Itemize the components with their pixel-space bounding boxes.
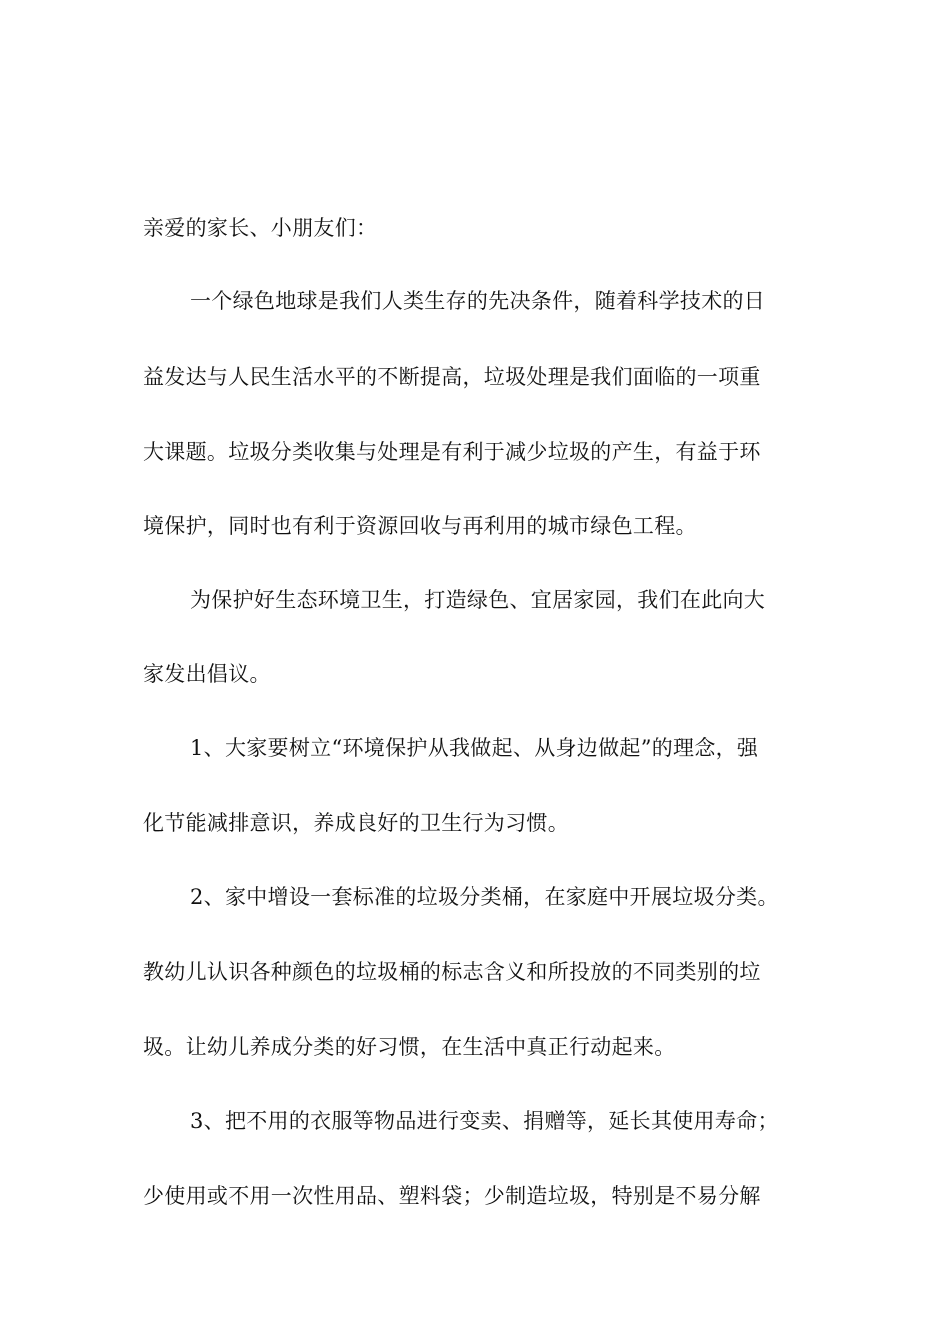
item-1-line-2: 化节能减排意识，养成良好的卫生行为习惯。 bbox=[143, 811, 569, 835]
item-3-line-1: 3、把不用的衣服等物品进行变卖、捐赠等，延长其使用寿命； bbox=[190, 1109, 779, 1133]
item-2-line-3: 圾。让幼儿养成分类的好习惯，在生活中真正行动起来。 bbox=[143, 1035, 676, 1059]
item-1-line-1: 1、大家要树立“环境保护从我做起、从身边做起”的理念，强 bbox=[190, 736, 759, 760]
salutation: 亲爱的家长、小朋友们： bbox=[143, 216, 378, 240]
paragraph-1-line-1: 一个绿色地球是我们人类生存的先决条件，随着科学技术的日 bbox=[190, 289, 766, 313]
paragraph-1-line-4: 境保护，同时也有利于资源回收与再利用的城市绿色工程。 bbox=[143, 514, 697, 538]
item-3-line-2: 少使用或不用一次性用品、塑料袋；少制造垃圾，特别是不易分解 bbox=[143, 1184, 761, 1208]
item-2-line-2: 教幼儿认识各种颜色的垃圾桶的标志含义和所投放的不同类别的垃 bbox=[143, 960, 761, 984]
item-2-line-1: 2、家中增设一套标准的垃圾分类桶，在家庭中开展垃圾分类。 bbox=[190, 885, 779, 909]
paragraph-1-line-3: 大课题。垃圾分类收集与处理是有利于减少垃圾的产生，有益于环 bbox=[143, 440, 761, 464]
paragraph-2-line-1: 为保护好生态环境卫生，打造绿色、宜居家园，我们在此向大 bbox=[190, 588, 766, 612]
paragraph-2-line-2: 家发出倡议。 bbox=[143, 662, 271, 686]
paragraph-1-line-2: 益发达与人民生活水平的不断提高，垃圾处理是我们面临的一项重 bbox=[143, 365, 761, 389]
